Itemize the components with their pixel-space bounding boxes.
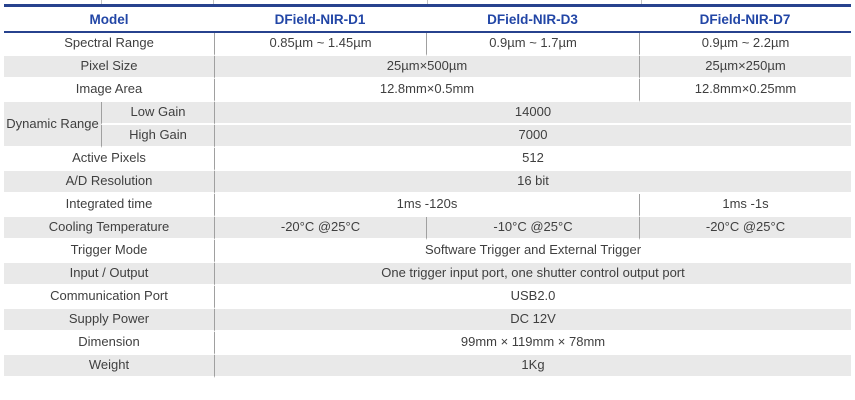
spec-table [4,4,851,378]
dynamic-range-low-gain-value: 14000 [214,102,851,125]
pixel-size-d1-d3: 25µm×500µm [214,56,639,79]
row-label-dynamic-range: Dynamic Range [4,102,101,148]
cooling-temperature-d3: -10°C @25°C [426,217,639,240]
header-model-d3: DField-NIR-D3 [426,7,639,33]
pixel-size-d7: 25µm×250µm [639,56,851,79]
row-sublabel-high-gain: High Gain [101,125,214,148]
cooling-temperature-d7: -20°C @25°C [639,217,851,240]
row-label: Active Pixels [4,148,214,171]
row-label: Cooling Temperature [4,217,214,240]
row-label: Image Area [4,79,214,102]
row-label: Supply Power [4,309,214,332]
row-supply-power [4,309,851,332]
row-label: Weight [4,355,214,378]
row-ad-resolution [4,171,851,194]
row-sublabel-low-gain: Low Gain [101,102,214,125]
integrated-time-d1-d3: 1ms -120s [214,194,639,217]
input-output-value: One trigger input port, one shutter control output port [214,263,851,286]
spectral-range-d1: 0.85µm ~ 1.45µm [214,33,426,56]
row-active-pixels [4,148,851,171]
communication-port-value: USB2.0 [214,286,851,309]
row-label: Trigger Mode [4,240,214,263]
active-pixels-value: 512 [214,148,851,171]
row-integrated-time [4,194,851,217]
row-label: Spectral Range [4,33,214,56]
dynamic-range-high-gain-value: 7000 [214,125,851,148]
header-model-d1: DField-NIR-D1 [214,7,426,33]
row-dimension [4,332,851,355]
crop-tick [641,0,642,4]
row-communication-port [4,286,851,309]
row-spectral-range [4,33,851,56]
weight-value: 1Kg [214,355,851,378]
spectral-range-d7: 0.9µm ~ 2.2µm [639,33,851,56]
image-area-d7: 12.8mm×0.25mm [639,79,851,102]
crop-tick [427,0,428,4]
ad-resolution-value: 16 bit [214,171,851,194]
row-label: Input / Output [4,263,214,286]
row-label: Dimension [4,332,214,355]
crop-tick [213,0,214,4]
row-cooling-temperature [4,217,851,240]
row-weight [4,355,851,378]
row-input-output [4,263,851,286]
row-image-area [4,79,851,102]
row-label: Pixel Size [4,56,214,79]
row-label: A/D Resolution [4,171,214,194]
cooling-temperature-d1: -20°C @25°C [214,217,426,240]
trigger-mode-value: Software Trigger and External Trigger [214,240,851,263]
row-dynamic-range-high [4,125,851,148]
crop-tick [101,0,102,4]
row-dynamic-range-low [4,102,851,125]
header-model: Model [4,7,214,33]
dimension-value: 99mm × 119mm × 78mm [214,332,851,355]
row-pixel-size [4,56,851,79]
integrated-time-d7: 1ms -1s [639,194,851,217]
image-area-d1-d3: 12.8mm×0.5mm [214,79,639,102]
supply-power-value: DC 12V [214,309,851,332]
header-row [4,7,851,33]
row-label: Integrated time [4,194,214,217]
header-model-d7: DField-NIR-D7 [639,7,851,33]
row-label: Communication Port [4,286,214,309]
spec-table-container [4,4,851,378]
row-trigger-mode [4,240,851,263]
spectral-range-d3: 0.9µm ~ 1.7µm [426,33,639,56]
